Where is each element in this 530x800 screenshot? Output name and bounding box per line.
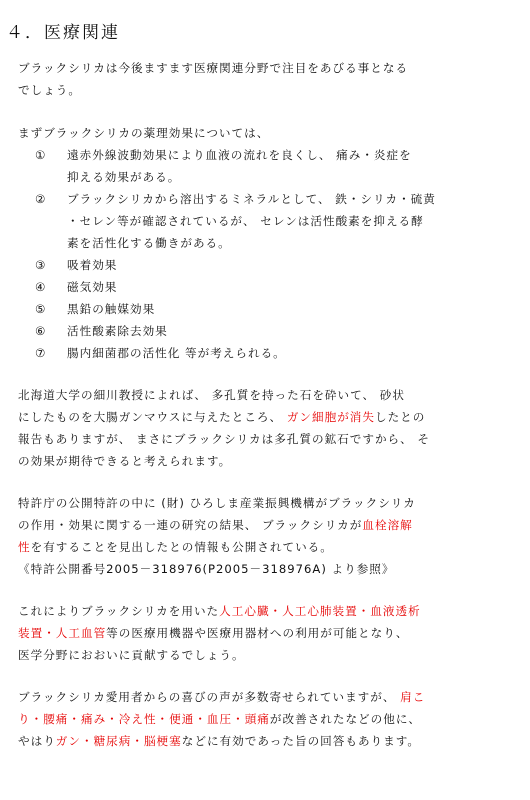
users-line-3	[18, 734, 420, 748]
highlight-symptoms: り・腰痛・痛み・冷え性・便通・血圧・頭痛	[18, 712, 270, 726]
patent-reference: 《特許公開番号2005－318976(P2005－318976A) より参照》	[18, 562, 395, 576]
users-line-2	[18, 712, 421, 726]
highlight-artificial-heart: 人工心臓・人工心肺装置・血液透析	[219, 604, 421, 618]
highlight-thrombolytic-end: 性	[18, 540, 31, 554]
medical-line-3: 医学分野におおいに貢献するでしょう。	[18, 648, 245, 662]
intro-line-1: ブラックシリカは今後ますます医療関連分野で注目をあびる事となる	[18, 61, 409, 75]
users-line-3-text-a: やはり	[18, 734, 56, 748]
effect-item-2-line-1: ブラックシリカから溶出するミネラルとして、 鉄・シリカ・硫黄	[67, 192, 436, 206]
effect-item-1-number: ①	[35, 148, 47, 162]
highlight-diseases: ガン・糖尿病・脳梗塞	[55, 734, 182, 748]
medical-line-1-text-a: これによりブラックシリカを用いた	[18, 604, 220, 618]
section-title: ４．医療関連	[6, 23, 120, 43]
users-line-1	[18, 690, 425, 704]
effect-item-7-number: ⑦	[35, 346, 47, 360]
medical-line-1	[18, 604, 421, 618]
hokudai-line-3: 報告もありますが、 まさにブラックシリカは多孔質の鉱石ですから、 そ	[18, 432, 431, 446]
effect-item-1-line-2: 抑える効果がある。	[67, 170, 181, 184]
medical-line-2	[18, 626, 408, 640]
effect-item-6-text: 活性酸素除去効果	[67, 324, 168, 338]
effect-item-7-text: 腸内細菌郡の活性化 等が考えられる。	[67, 346, 286, 360]
hokudai-line-2-text-b: したとの	[374, 410, 426, 424]
effect-item-2-line-3: 素を活性化する働きがある。	[67, 236, 231, 250]
patent-line-1: 特許庁の公開特許の中に (財) ひろしま産業振興機構がブラックシリカ	[18, 496, 416, 510]
effect-item-4-text: 磁気効果	[67, 280, 118, 294]
effect-item-2-line-2: ・セレン等が確認されているが、 セレンは活性酸素を抑える酵	[67, 214, 424, 228]
highlight-thrombolytic: 血栓溶解	[362, 518, 413, 532]
effect-item-2-number: ②	[35, 192, 47, 206]
effect-item-6-number: ⑥	[35, 324, 47, 338]
hokudai-line-2	[18, 410, 425, 424]
patent-line-3	[18, 540, 333, 554]
medical-line-2-text-b: 等の医療用機器や医療用器材への利用が可能となり、	[106, 626, 409, 640]
intro-line-2: でしょう。	[18, 83, 81, 97]
users-line-3-text-b: などに有効であった旨の回答もあります。	[181, 734, 420, 748]
effect-item-3-text: 吸着効果	[67, 258, 118, 272]
hokudai-line-1: 北海道大学の細川教授によれば、 多孔質を持った石を砕いて、 砂状	[18, 388, 405, 402]
patent-line-2-text-a: の作用・効果に関する一連の研究の結果、 ブラックシリカが	[18, 518, 363, 532]
hokudai-line-2-text-a: にしたものを大腸ガンマウスに与えたところ、	[18, 410, 287, 424]
highlight-artificial-vessel: 装置・人工血管	[18, 626, 107, 640]
highlight-cancer-cells-disappear: ガン細胞が消失	[286, 410, 375, 424]
hokudai-line-4: の効果が期待できると考えられます。	[18, 454, 232, 468]
effect-item-4-number: ④	[35, 280, 47, 294]
highlight-stiff-shoulders: 肩こ	[400, 690, 426, 704]
patent-line-2	[18, 518, 413, 532]
users-line-2-text-b: が改善されたなどの他に、	[269, 712, 422, 726]
effect-item-1-line-1: 遠赤外線波動効果により血液の流れを良くし、 痛み・炎症を	[67, 148, 412, 162]
patent-line-3-text-b: を有することを見出したとの情報も公開されている。	[30, 540, 333, 554]
effect-item-3-number: ③	[35, 258, 47, 272]
effects-lead: まずブラックシリカの薬理効果については、	[18, 126, 270, 140]
users-line-1-text-a: ブラックシリカ愛用者からの喜びの声が多数寄せられていますが、	[18, 690, 401, 704]
effect-item-5-text: 黒鉛の触媒効果	[67, 302, 156, 316]
effect-item-5-number: ⑤	[35, 302, 47, 316]
